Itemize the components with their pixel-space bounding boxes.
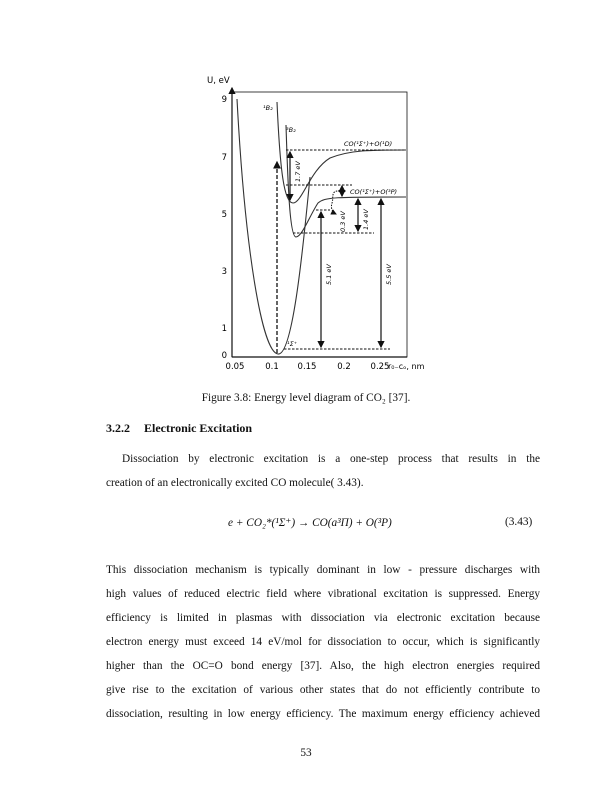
asymptote-label: CO(¹Σ⁺)+O(¹D) bbox=[344, 140, 393, 148]
y-tick: 9 bbox=[221, 95, 227, 105]
energy-label: 1.7 eV bbox=[294, 161, 302, 182]
x-tick: 0.25 bbox=[370, 362, 390, 372]
section-heading bbox=[106, 421, 266, 436]
y-tick: 7 bbox=[221, 153, 227, 163]
y-tick: 0 bbox=[221, 351, 227, 361]
equation-number: (3.43) bbox=[505, 516, 533, 528]
paragraph-line: Dissociation by electronic excitation is a one-step process that results in the bbox=[122, 453, 540, 465]
energy-arrows bbox=[290, 152, 381, 347]
x-tick: 0.2 bbox=[337, 362, 351, 372]
section-title: Electronic Excitation bbox=[144, 421, 253, 435]
paragraph-line: higher than the OC=O bond energy [37]. Also, the high electron energies required bbox=[106, 660, 540, 672]
x-tick: 0.1 bbox=[265, 362, 279, 372]
paragraph-line: give rise to the excitation of various other states that do not efficiently contribute to bbox=[106, 684, 540, 696]
paragraph-line: efficiency is limited in plasmas with dissociation via electronic excitation because bbox=[106, 612, 540, 624]
section-number: 3.2.2 bbox=[106, 421, 130, 435]
y-tick: 5 bbox=[221, 210, 227, 220]
energy-label: 1.4 eV bbox=[362, 209, 370, 230]
equation: e + CO₂*(¹Σ⁺) → CO(a³Π) + O(³P) bbox=[228, 517, 392, 529]
y-tick: 3 bbox=[221, 267, 227, 277]
energy-label: 5.1 eV bbox=[325, 264, 333, 285]
ground-state-curve bbox=[237, 99, 310, 354]
tunneling-arrow bbox=[331, 191, 340, 214]
state-label: ³B₂ bbox=[286, 126, 296, 134]
energy-label: 5.5 eV bbox=[385, 264, 393, 285]
state-label: ¹B₂ bbox=[263, 104, 273, 112]
energy-label: 0.3 eV bbox=[339, 211, 347, 232]
y-tick: 1 bbox=[221, 324, 227, 334]
paragraph-line: creation of an electronically excited CO molecule( 3.43). bbox=[106, 477, 364, 489]
paragraph-line: high values of reduced electric field where vibrational excitation is suppressed. Energy bbox=[106, 588, 540, 600]
figure-caption: Figure 3.8: Energy level diagram of CO₂ [37]. bbox=[201, 392, 411, 404]
paragraph-line: electron energy must exceed 14 eV/mol for dissociation to occur, which is significantly bbox=[106, 636, 540, 648]
page-number: 53 bbox=[300, 747, 312, 759]
asymptote-label: CO(¹Σ⁺)+O(³P) bbox=[350, 188, 398, 196]
paragraph-line: dissociation, resulting in low energy efficiency. The maximum energy efficiency achieved bbox=[106, 708, 540, 720]
x-axis-label: r₀₋ᴄₒ, nm bbox=[388, 362, 425, 371]
state-label: ¹Σ⁺ bbox=[287, 340, 298, 348]
x-tick: 0.05 bbox=[225, 362, 245, 372]
x-tick: 0.15 bbox=[297, 362, 317, 372]
energy-level-diagram bbox=[0, 0, 612, 392]
y-axis-label: U, eV bbox=[207, 76, 230, 86]
paragraph-line: This dissociation mechanism is typically dominant in low - pressure discharges with bbox=[106, 564, 540, 576]
